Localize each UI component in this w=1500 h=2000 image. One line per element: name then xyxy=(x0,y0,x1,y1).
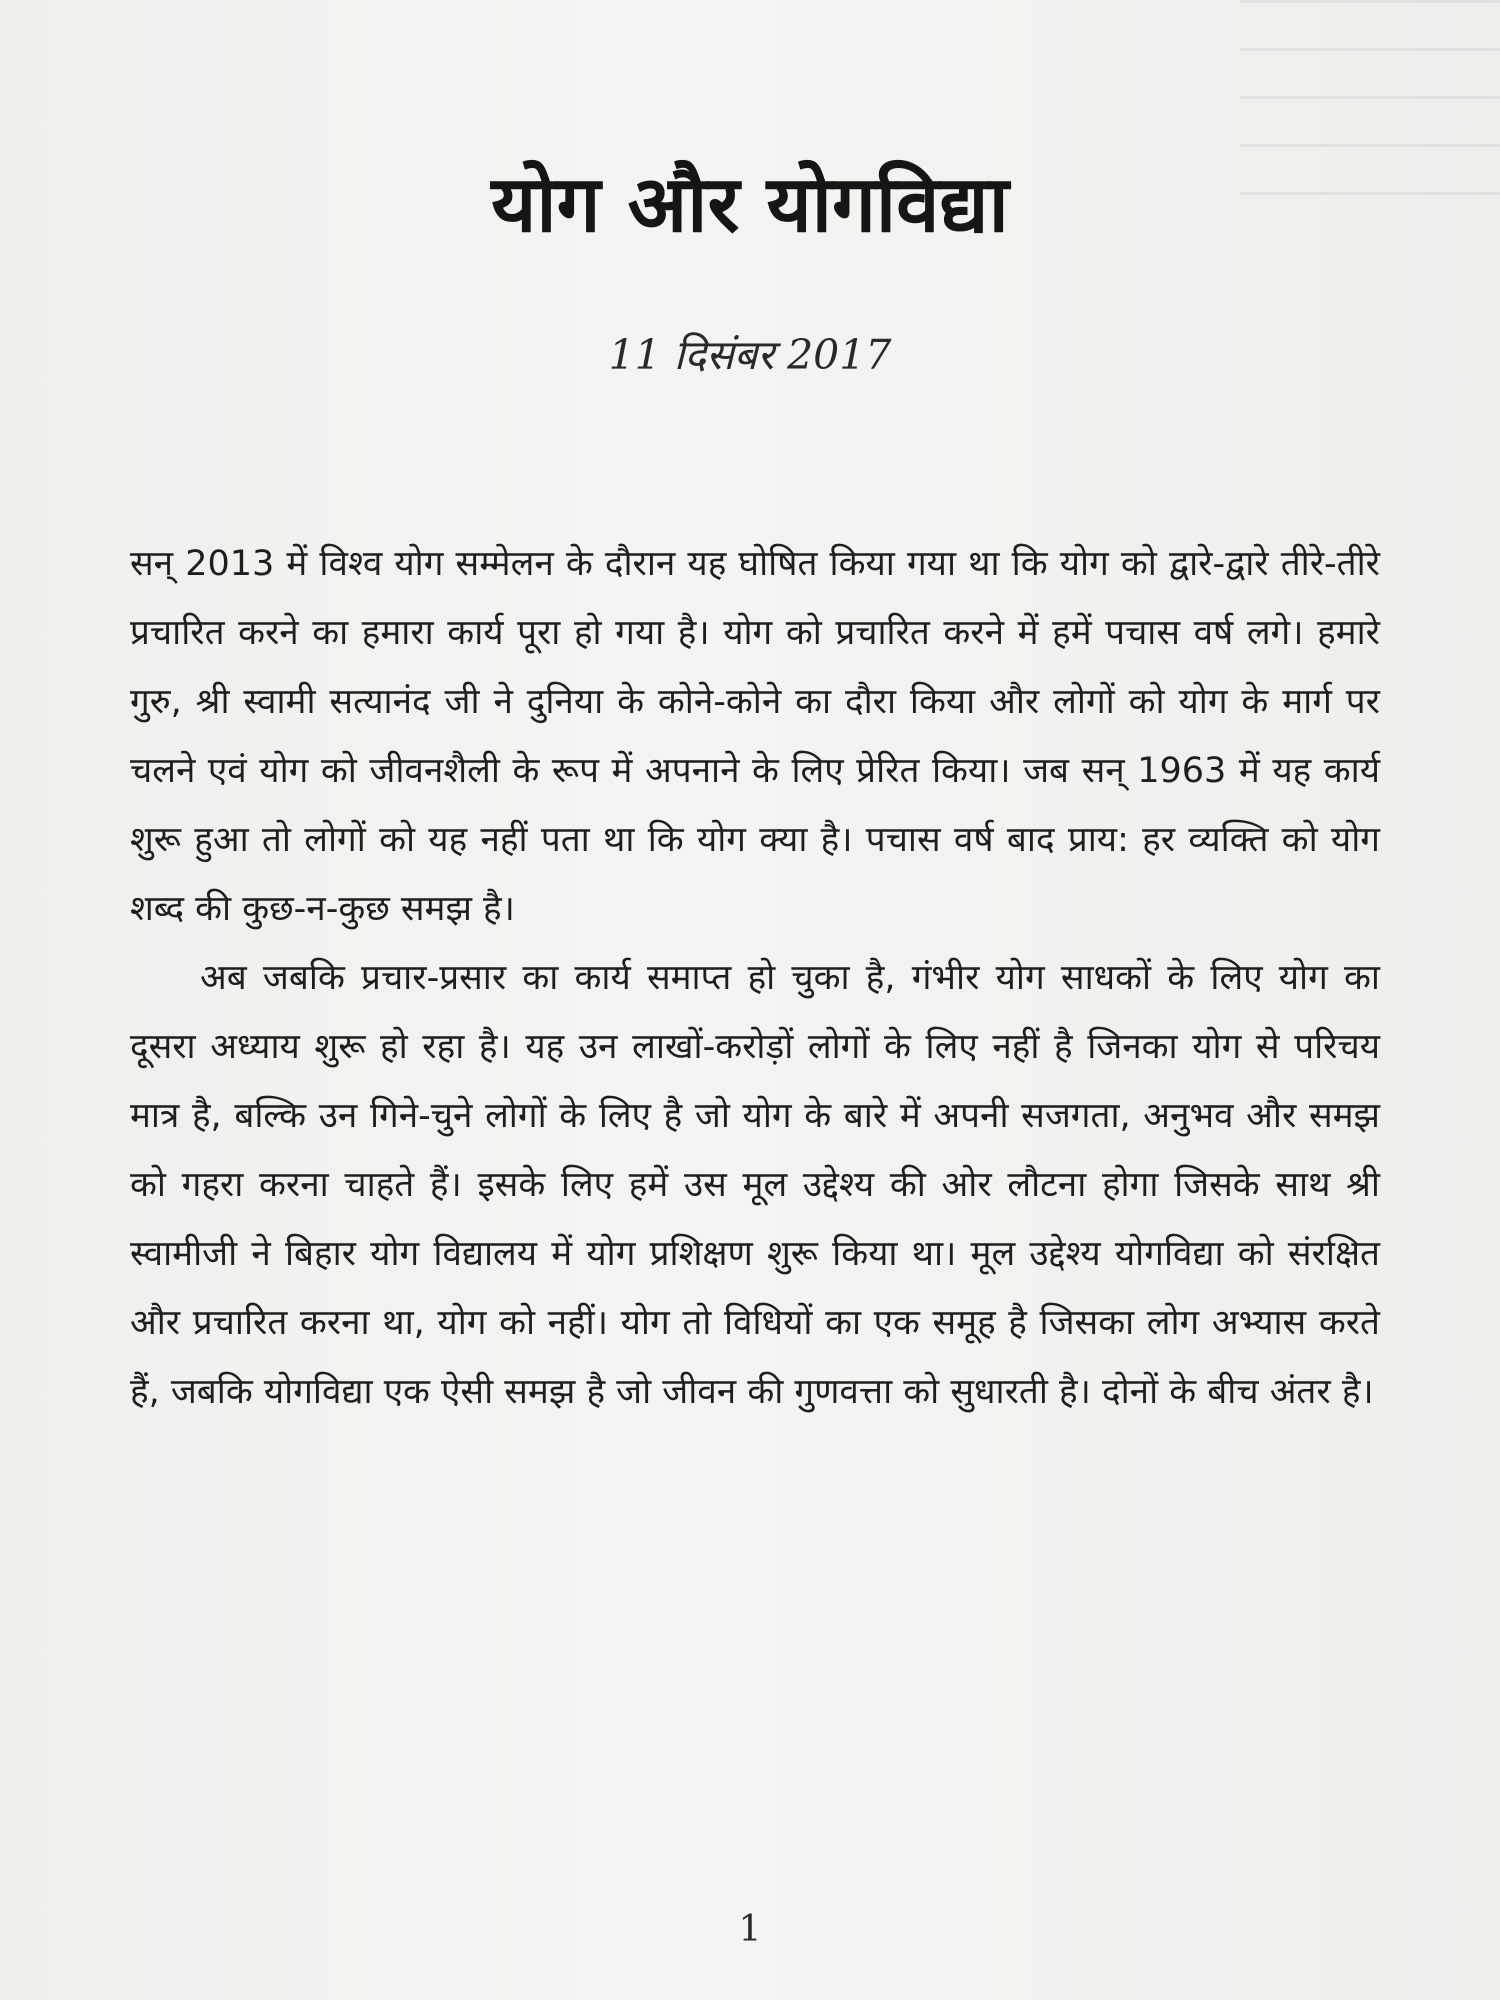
chapter-date: 11 दिसंबर 2017 xyxy=(608,331,892,379)
paragraph-2: अब जबकि प्रचार-प्रसार का कार्य समाप्त हो चुका है, गंभीर योग साधकों के लिए योग का दूसरा अध्याय शुरू हो रहा है। यह उन लाखों-करोड़ों लोगों के लिए नहीं है जिनका योग से परिचय मात्र है, बल्कि उन गिने-चुने लोगों के लिए है जो योग के बारे में अपनी सजगता, अनुभव और समझ को गहरा करना चाहते हैं। इसके लिए हमें उस मूल उद्देश्य की ओर लौटना होगा जिसके साथ श्री स्वामीजी ने बिहार योग विद्यालय में योग प्रशिक्षण शुरू किया था। मूल उद्देश्य योगविद्या को संरक्षित और प्रचारित करना था, योग को नहीं। योग तो विधियों का एक समूह है जिसका लोग अभ्यास करते हैं, जबकि योगविद्या एक ऐसी समझ है जो जीवन की गुणवत्ता को सुधारती है। दोनों के बीच अंतर है। xyxy=(130,958,1380,1412)
body-text xyxy=(130,530,1380,1427)
page-number: 1 xyxy=(738,1909,762,1950)
paragraph-1: सन् 2013 में विश्व योग सम्मेलन के दौरान यह घोषित किया गया था कि योग को द्वारे-द्वारे तीरे-तीरे प्रचारित करने का हमारा कार्य पूरा हो गया है। योग को प्रचारित करने में हमें पचास वर्ष लगे। हमारे गुरु, श्री स्वामी सत्यानंद जी ने दुनिया के कोने-कोने का दौरा किया और लोगों को योग के मार्ग पर चलने एवं योग को जीवनशैली के रूप में अपनाने के लिए प्रेरित किया। जब सन् 1963 में यह कार्य शुरू हुआ तो लोगों को यह नहीं पता था कि योग क्या है। पचास वर्ष बाद प्राय: हर व्यक्ति को योग शब्द की कुछ-न-कुछ समझ है। xyxy=(130,544,1380,929)
chapter-title: योग और योगविद्या xyxy=(491,160,1009,250)
